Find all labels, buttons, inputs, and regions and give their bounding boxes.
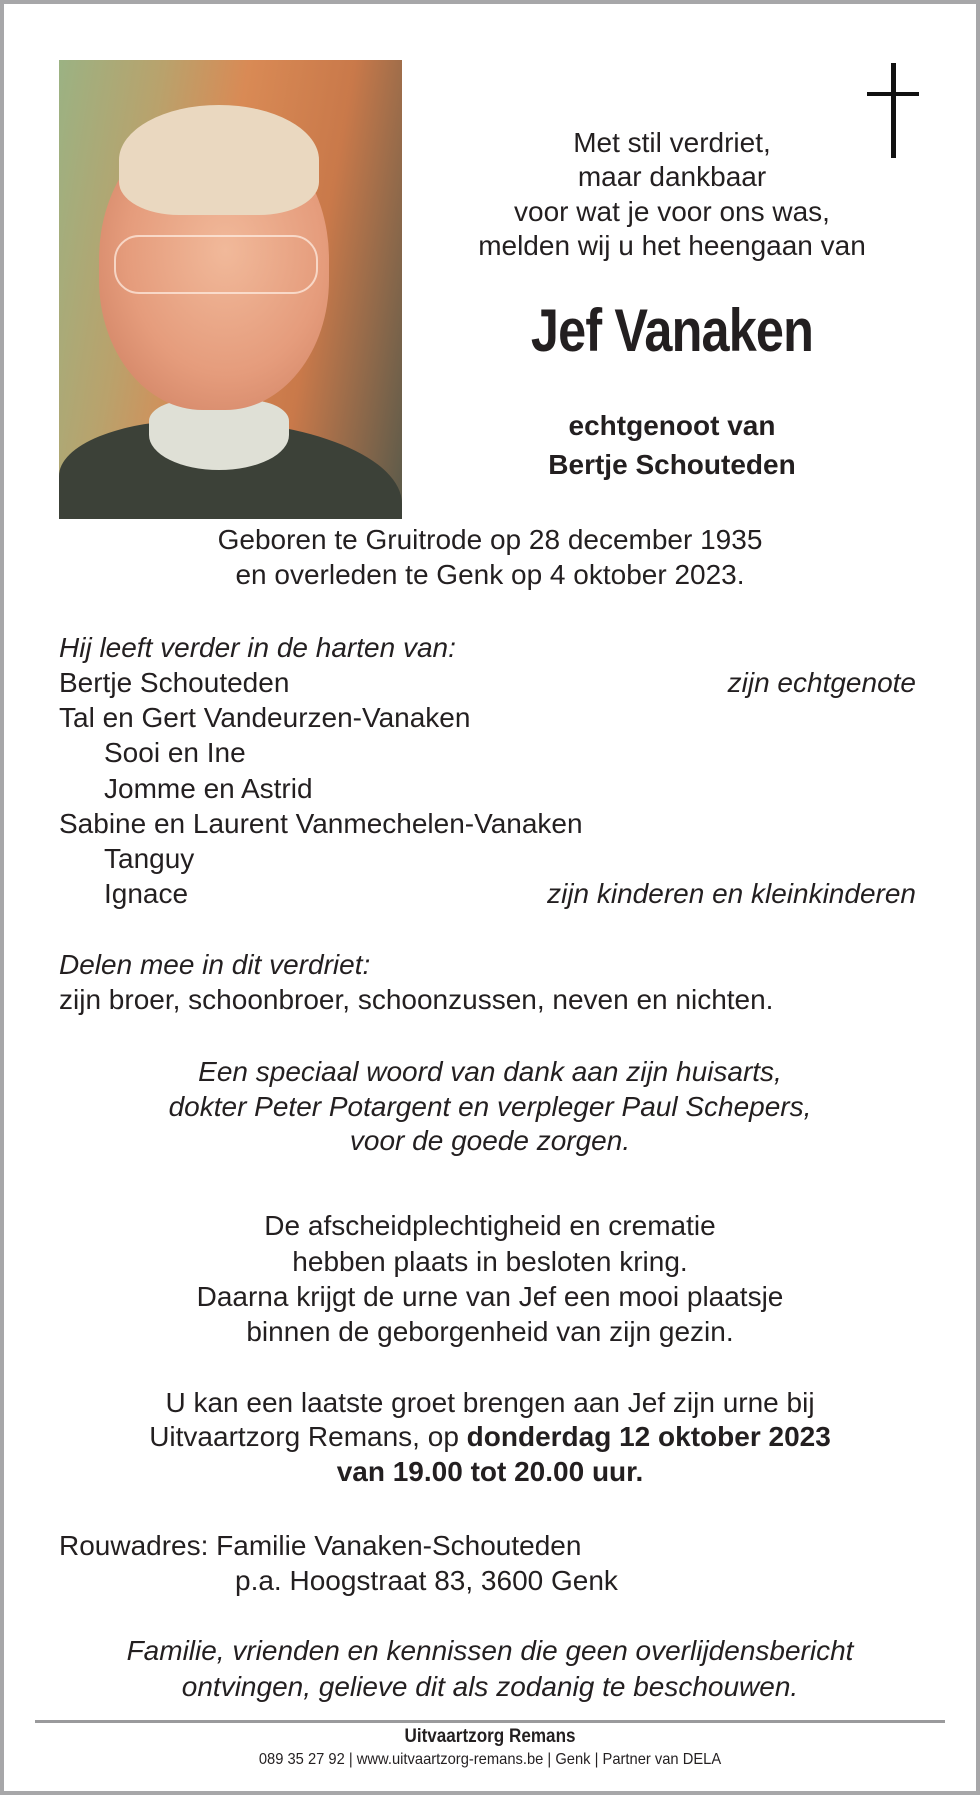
thanks-line: dokter Peter Potargent en verpleger Paul Schepers,: [168, 1091, 812, 1122]
thanks-line: Een speciaal woord van dank aan zijn huisarts,: [198, 1056, 782, 1087]
visit-time: van 19.00 tot 20.00 uur.: [336, 1456, 644, 1487]
intro-line: melden wij u het heengaan van: [478, 230, 866, 261]
relation-spouse: zijn echtgenote: [727, 667, 916, 698]
intro-line: maar dankbaar: [577, 161, 767, 192]
footer-company: Uitvaartzorg Remans: [404, 1726, 576, 1747]
ceremony-line: De afscheidplechtigheid en crematie: [264, 1210, 716, 1241]
intro-line: voor wat je voor ons was,: [514, 196, 830, 227]
share-text: zijn broer, schoonbroer, schoonzussen, neven en nichten.: [59, 984, 774, 1015]
family-member: Ignace: [104, 878, 189, 909]
deceased-name: Jef Vanaken: [530, 297, 814, 364]
thanks-line: voor de goede zorgen.: [349, 1125, 631, 1156]
family-member: Tanguy: [104, 843, 195, 874]
address-line: p.a. Hoogstraat 83, 3600 Genk: [235, 1565, 618, 1596]
address-line: Rouwadres: Familie Vanaken-Schouteden: [59, 1530, 582, 1561]
family-member: Jomme en Astrid: [104, 773, 313, 804]
footer-divider: [35, 1720, 945, 1723]
notice-line: Familie, vrienden en kennissen die geen overlijdensbericht: [126, 1635, 854, 1666]
family-member: Tal en Gert Vandeurzen-Vanaken: [59, 702, 471, 733]
visit-date: donderdag 12 oktober 2023: [466, 1421, 831, 1452]
ceremony-line: Daarna krijgt de urne van Jef een mooi plaatsje: [196, 1281, 784, 1312]
ceremony-line: hebben plaats in besloten kring.: [292, 1246, 688, 1277]
intro-line: Met stil verdriet,: [573, 127, 771, 158]
portrait-photo: [59, 60, 402, 519]
footer-details: 089 35 27 92 | www.uitvaartzorg-remans.be | Genk | Partner van DELA: [258, 1751, 722, 1768]
visit-place: Uitvaartzorg Remans, op: [149, 1421, 467, 1452]
family-member: Bertje Schouteden: [59, 667, 290, 698]
ceremony-line: binnen de geborgenheid van zijn gezin.: [246, 1316, 734, 1347]
family-member: Sooi en Ine: [104, 737, 246, 768]
notice-line: ontvingen, gelieve dit als zodanig te beschouwen.: [181, 1671, 799, 1702]
family-member: Sabine en Laurent Vanmechelen-Vanaken: [59, 808, 583, 839]
birth-line: Geboren te Gruitrode op 28 december 1935: [217, 524, 763, 555]
family-heading: Hij leeft verder in de harten van:: [59, 632, 456, 663]
share-heading: Delen mee in dit verdriet:: [59, 949, 371, 980]
visit-line: [40, 1420, 940, 1454]
spouse-label: echtgenoot van: [568, 410, 776, 441]
death-line: en overleden te Genk op 4 oktober 2023.: [235, 559, 745, 590]
relation-children: zijn kinderen en kleinkinderen: [547, 878, 916, 909]
spouse-name: Bertje Schouteden: [548, 449, 796, 480]
visit-line: U kan een laatste groet brengen aan Jef zijn urne bij: [165, 1387, 815, 1418]
